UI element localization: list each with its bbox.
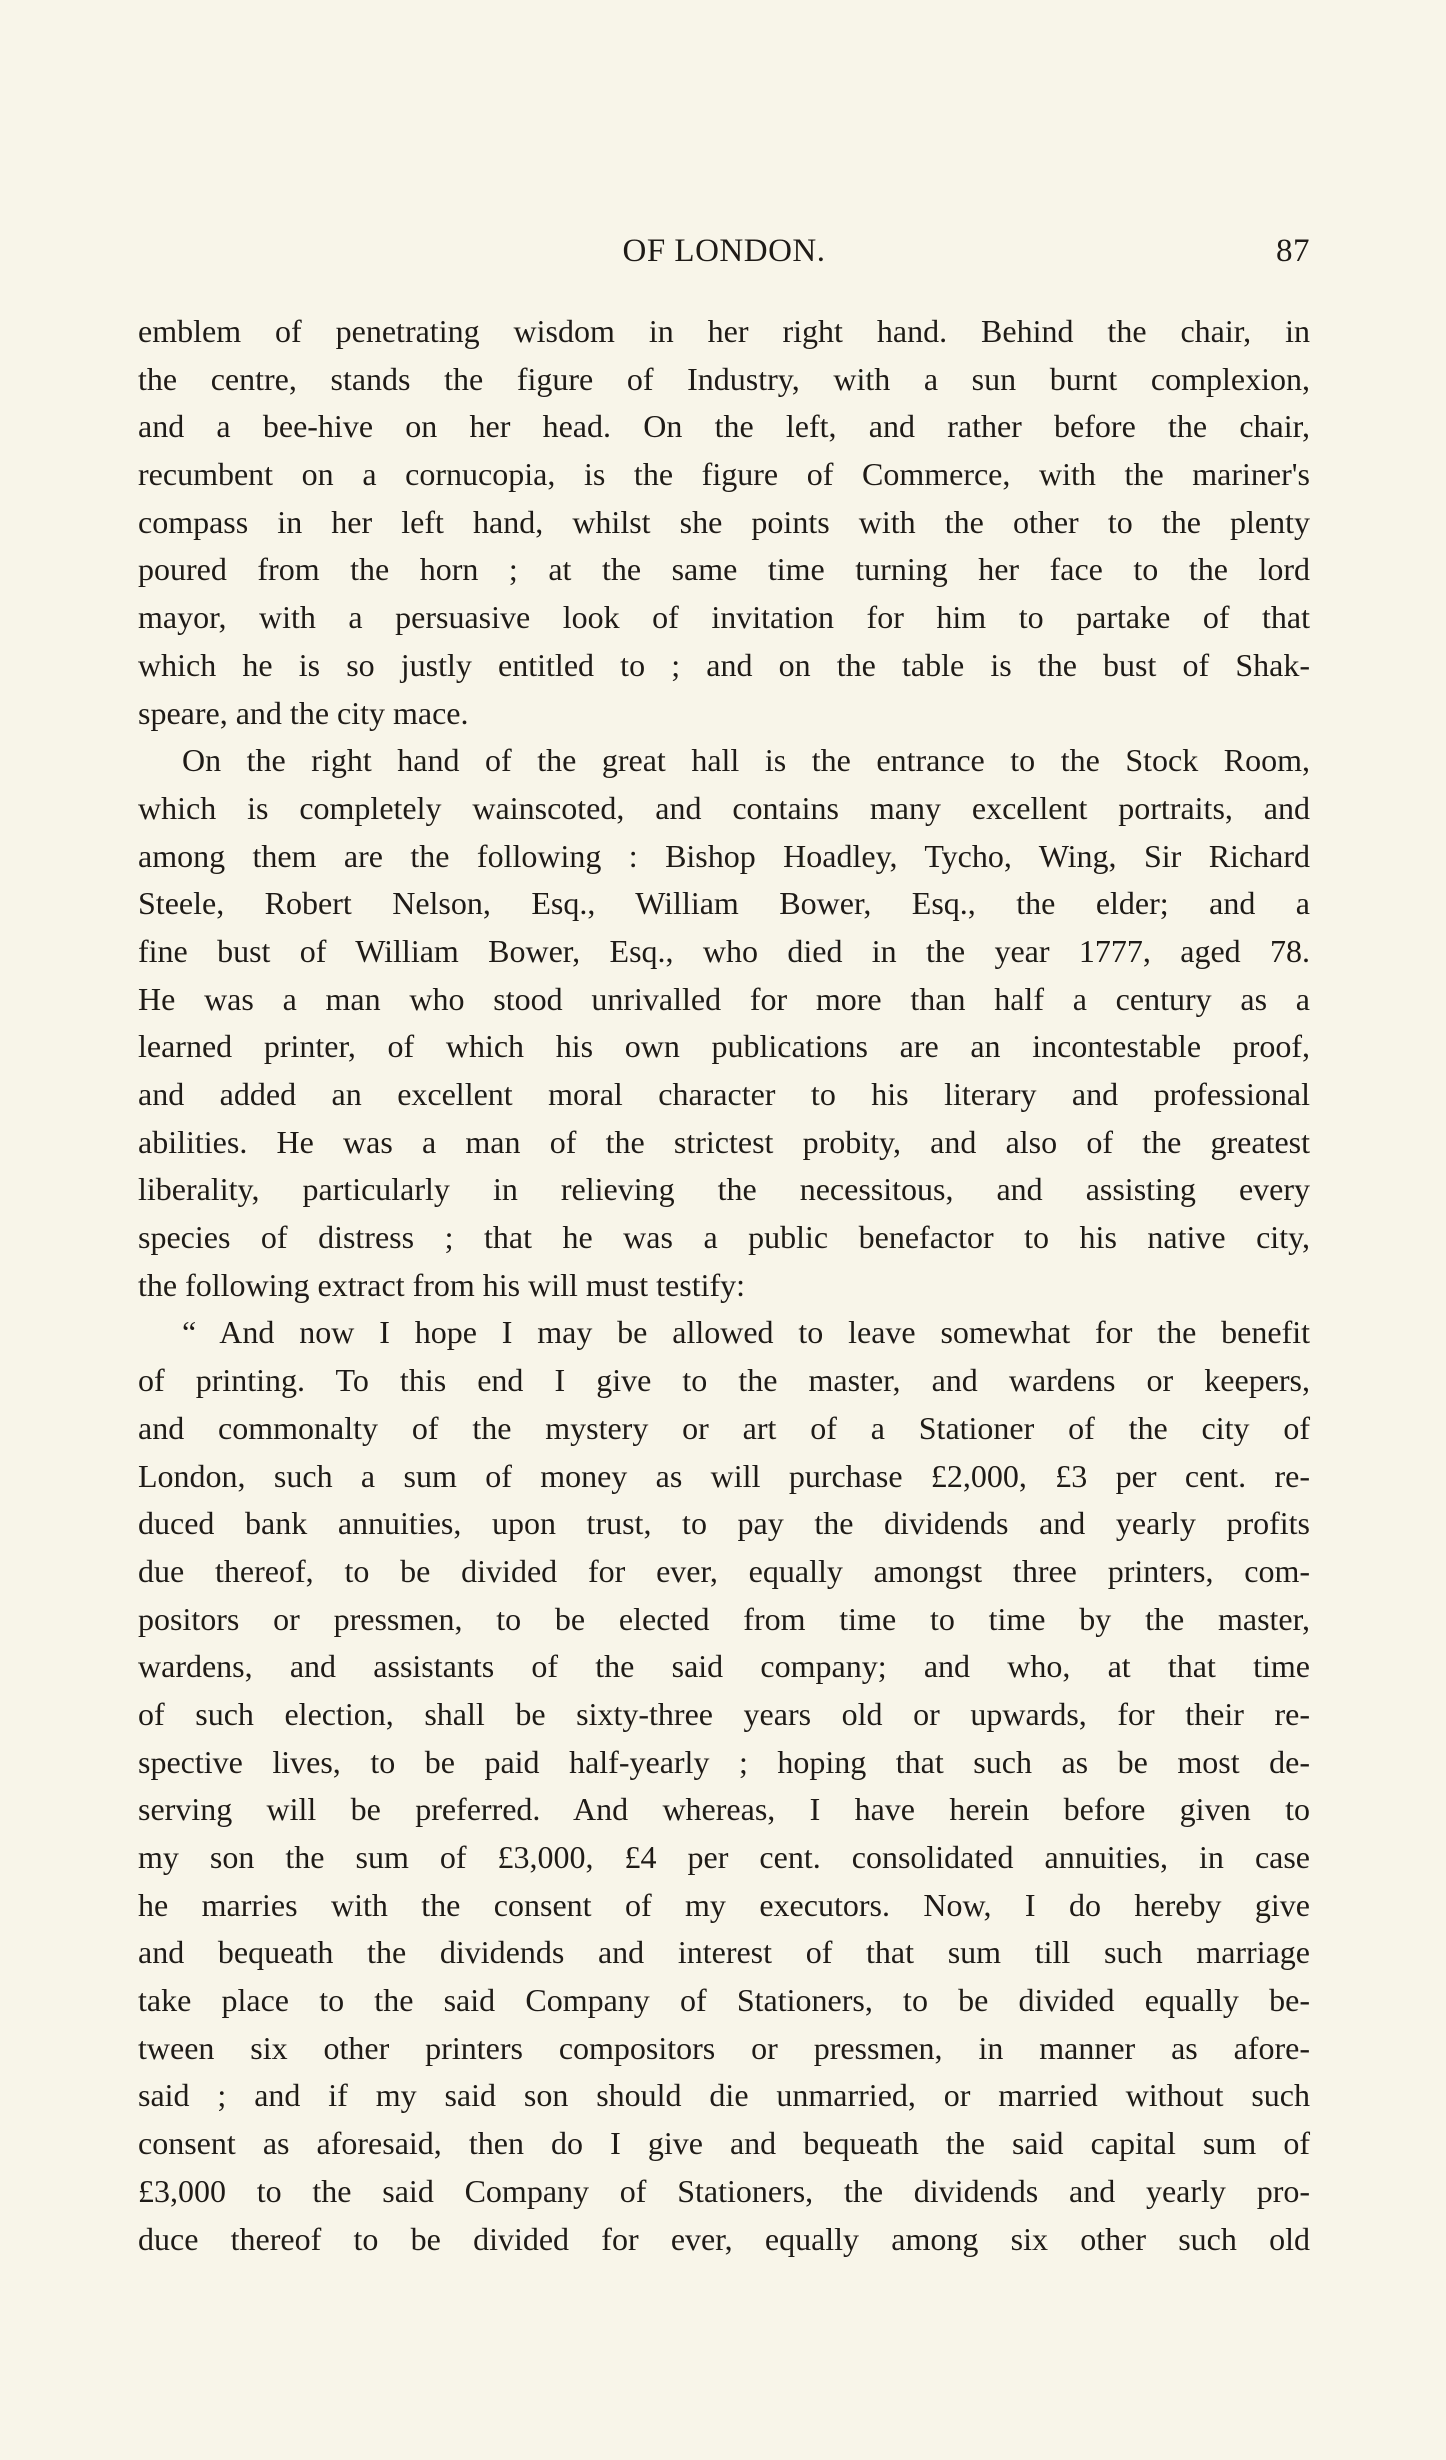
- text-line: the following extract from his will must testify:: [138, 1266, 746, 1303]
- text-line: duce thereof to be divided for ever, equally among six other such old: [138, 2220, 1310, 2257]
- paragraph: [138, 737, 1310, 1309]
- text-line: London, such a sum of money as will purchase £2,000, £3 per cent. re-: [138, 1457, 1310, 1494]
- text-line: among them are the following : Bishop Hoadley, Tycho, Wing, Sir Richard: [138, 837, 1310, 874]
- text-line: tween six other printers compositors or pressmen, in manner as afore-: [138, 2029, 1310, 2066]
- text-line: learned printer, of which his own publications are an incontestable proof,: [138, 1028, 1310, 1065]
- text-line: consent as aforesaid, then do I give and bequeath the said capital sum of: [138, 2125, 1310, 2162]
- text-line: poured from the horn ; at the same time turning her face to the lord: [138, 551, 1310, 588]
- text-line: wardens, and assistants of the said company; and who, at that time: [138, 1648, 1310, 1685]
- text-line: He was a man who stood unrivalled for more than half a century as a: [138, 980, 1310, 1017]
- text-line: duced bank annuities, upon trust, to pay the dividends and yearly profits: [138, 1505, 1310, 1542]
- text-line: species of distress ; that he was a public benefactor to his native city,: [138, 1219, 1310, 1256]
- text-line: “ And now I hope I may be allowed to leave somewhat for the benefit: [182, 1314, 1310, 1351]
- text-line: fine bust of William Bower, Esq., who died in the year 1777, aged 78.: [138, 932, 1310, 969]
- text-line: liberality, particularly in relieving the necessitous, and assisting every: [138, 1171, 1310, 1208]
- text-line: take place to the said Company of Stationers, to be divided equally be-: [138, 1982, 1310, 2019]
- text-line: and bequeath the dividends and interest of that sum till such marriage: [138, 1934, 1310, 1971]
- text-line: which he is so justly entitled to ; and on the table is the bust of Shak-: [138, 646, 1310, 683]
- text-line: and commonalty of the mystery or art of a Stationer of the city of: [138, 1409, 1310, 1446]
- running-head: [138, 233, 1310, 283]
- text-line: recumbent on a cornucopia, is the figure of Commerce, with the mariner's: [138, 456, 1310, 493]
- page-number: 87: [1276, 233, 1310, 269]
- text-line: spective lives, to be paid half-yearly ; hoping that such as be most de-: [138, 1743, 1310, 1780]
- text-line: emblem of penetrating wisdom in her right hand. Behind the chair, in: [138, 313, 1310, 349]
- text-line: and added an excellent moral character to his literary and professional: [138, 1076, 1310, 1112]
- text-line: serving will be preferred. And whereas, I have herein before given to: [138, 1791, 1310, 1828]
- text-line: On the right hand of the great hall is the entrance to the Stock Room,: [182, 742, 1310, 779]
- text-line: Steele, Robert Nelson, Esq., William Bower, Esq., the elder; and a: [138, 885, 1310, 922]
- text-line: abilities. He was a man of the strictest probity, and also of the greatest: [138, 1123, 1310, 1160]
- body-text: [138, 308, 1310, 2263]
- text-line: the centre, stands the figure of Industry, with a sun burnt complexion,: [138, 360, 1310, 397]
- text-line: mayor, with a persuasive look of invitation for him to partake of that: [138, 599, 1310, 636]
- running-title: OF LONDON.: [622, 233, 826, 269]
- text-line: speare, and the city mace.: [138, 694, 469, 731]
- paragraph: [138, 1309, 1310, 2263]
- text-line: compass in her left hand, whilst she points with the other to the plenty: [138, 503, 1310, 540]
- text-line: positors or pressmen, to be elected from time to time by the master,: [138, 1600, 1310, 1637]
- text-line: £3,000 to the said Company of Stationers, the dividends and yearly pro-: [138, 2172, 1310, 2209]
- text-line: my son the sum of £3,000, £4 per cent. consolidated annuities, in case: [138, 1839, 1310, 1875]
- text-line: he marries with the consent of my executors. Now, I do hereby give: [138, 1886, 1310, 1923]
- paragraph: [138, 308, 1310, 737]
- text-line: which is completely wainscoted, and contains many excellent portraits, and: [138, 789, 1310, 826]
- text-line: due thereof, to be divided for ever, equally amongst three printers, com-: [138, 1552, 1310, 1589]
- text-line: said ; and if my said son should die unmarried, or married without such: [138, 2077, 1310, 2114]
- text-line: and a bee-hive on her head. On the left, and rather before the chair,: [138, 408, 1310, 445]
- text-line: of such election, shall be sixty-three years old or upwards, for their re-: [138, 1695, 1310, 1732]
- text-line: of printing. To this end I give to the master, and wardens or keepers,: [138, 1362, 1310, 1399]
